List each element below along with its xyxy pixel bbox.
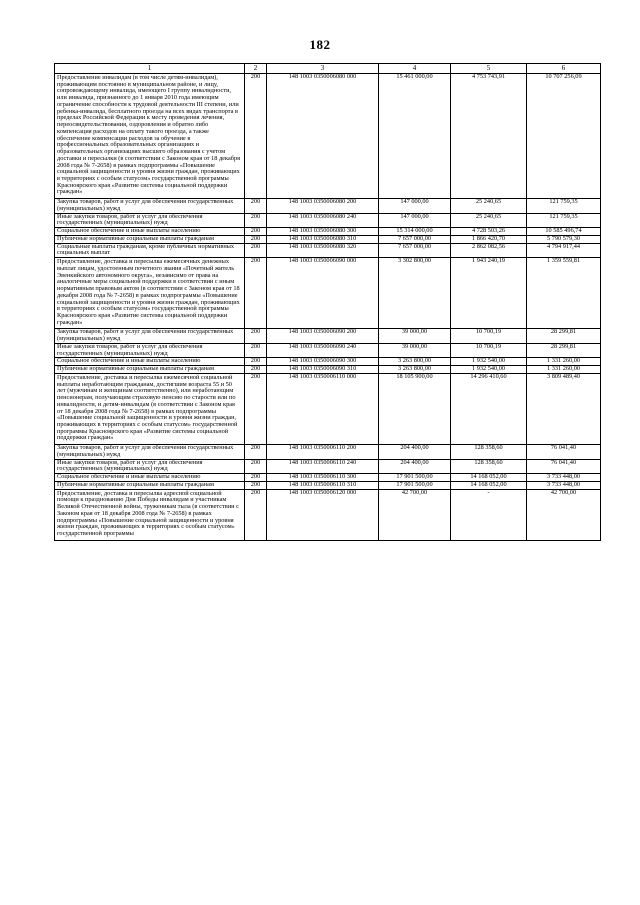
unexecuted-amount: 76 041,40: [527, 445, 601, 459]
budget-execution-table: [54, 63, 601, 541]
executed-amount: 14 168 052,00: [451, 481, 527, 489]
table-row: [55, 199, 601, 213]
line-code: 200: [245, 366, 267, 374]
executed-amount: 1 932 540,00: [451, 366, 527, 374]
table-row: [55, 258, 601, 329]
column-header-3: 3: [267, 64, 379, 74]
budget-code: 148 1003 0350006120 000: [267, 489, 379, 540]
approved-amount: 7 657 000,00: [379, 235, 451, 243]
item-name: Предоставление, доставка и пересылка ежемесячных денежных выплат лицам, удостоенным почетного звания «Почетный житель Эвенкийского автономного округа», независимо от права на аналогичные меры социальной поддержки в соответствии с иным нормативным правовым актом (в соответствии с Законом края от 18 декабря 2008 года № 7-2658) в рамках подпрограммы «Повышение социальной защищенности и уровня жизни граждан, проживающих в территориях с особым статусом» государственной программы Красноярского края «Развитие системы социальной поддержки граждан»: [55, 258, 245, 329]
column-header-4: 4: [379, 64, 451, 74]
column-header-1: 1: [55, 64, 245, 74]
line-code: 200: [245, 481, 267, 489]
budget-code: 148 1003 0350006110 000: [267, 373, 379, 444]
unexecuted-amount: 121 759,35: [527, 199, 601, 213]
unexecuted-amount: 3 733 448,00: [527, 474, 601, 482]
unexecuted-amount: 1 359 559,81: [527, 258, 601, 329]
approved-amount: 204 400,00: [379, 445, 451, 459]
executed-amount: 14 296 410,60: [451, 373, 527, 444]
line-code: 200: [245, 258, 267, 329]
table-row: [55, 459, 601, 473]
budget-code: 148 1003 0350006110 240: [267, 459, 379, 473]
approved-amount: 18 105 900,00: [379, 373, 451, 444]
approved-amount: 147 000,00: [379, 199, 451, 213]
unexecuted-amount: 76 041,40: [527, 459, 601, 473]
page-number: 182: [309, 37, 331, 52]
approved-amount: 7 657 000,00: [379, 243, 451, 257]
executed-amount: 128 358,60: [451, 459, 527, 473]
approved-amount: 17 901 500,00: [379, 474, 451, 482]
unexecuted-amount: 28 299,81: [527, 343, 601, 357]
table-row: [55, 235, 601, 243]
budget-code: 148 1003 0350006090 300: [267, 358, 379, 366]
item-name: Публичные нормативные социальные выплаты гражданам: [55, 235, 245, 243]
approved-amount: 3 263 800,00: [379, 366, 451, 374]
item-name: Иные закупки товаров, работ и услуг для обеспечения государственных (муниципальных) нужд: [55, 343, 245, 357]
column-number-row: [55, 64, 601, 74]
approved-amount: 3 263 800,00: [379, 358, 451, 366]
line-code: 200: [245, 199, 267, 213]
executed-amount: 14 168 052,00: [451, 474, 527, 482]
approved-amount: 15 461 000,00: [379, 74, 451, 199]
executed-amount: 128 358,60: [451, 445, 527, 459]
line-code: 200: [245, 74, 267, 199]
line-code: 200: [245, 235, 267, 243]
table-row: [55, 481, 601, 489]
executed-amount: 25 240,65: [451, 199, 527, 213]
item-name: Социальное обеспечение и иные выплаты населению: [55, 474, 245, 482]
budget-code: 148 1003 0350006080 200: [267, 199, 379, 213]
item-name: Предоставление, доставка и пересылка адресной социальной помощи к празднованию Дня Победы инвалидам и участникам Великой Отечественной войны, труженикам тыла (в соответствии с Законом края от 18 декабря 2008 года № 7-2658) в рамках подпрограммы «Повышение социальной защищенности и уровня жизни граждан, проживающих в территориях с особым статусом» государственной программы: [55, 489, 245, 540]
item-name: Закупка товаров, работ и услуг для обеспечения государственных (муниципальных) нужд: [55, 199, 245, 213]
approved-amount: 204 400,00: [379, 459, 451, 473]
executed-amount: 2 862 082,56: [451, 243, 527, 257]
table-row: [55, 445, 601, 459]
approved-amount: 42 700,00: [379, 489, 451, 540]
unexecuted-amount: 5 790 579,30: [527, 235, 601, 243]
approved-amount: 3 302 800,00: [379, 258, 451, 329]
item-name: Социальное обеспечение и иные выплаты населению: [55, 228, 245, 236]
approved-amount: 39 000,00: [379, 343, 451, 357]
table-row: [55, 213, 601, 227]
executed-amount: 1 943 240,19: [451, 258, 527, 329]
table-row: [55, 373, 601, 444]
line-code: 200: [245, 329, 267, 343]
approved-amount: 17 901 500,00: [379, 481, 451, 489]
table-row: [55, 243, 601, 257]
executed-amount: 1 866 420,70: [451, 235, 527, 243]
unexecuted-amount: 1 331 260,00: [527, 358, 601, 366]
unexecuted-amount: 10 707 256,09: [527, 74, 601, 199]
budget-code: 148 1003 0350006090 240: [267, 343, 379, 357]
column-header-6: 6: [527, 64, 601, 74]
unexecuted-amount: 10 585 496,74: [527, 228, 601, 236]
table-row: [55, 329, 601, 343]
line-code: 200: [245, 489, 267, 540]
unexecuted-amount: 3 809 489,40: [527, 373, 601, 444]
item-name: Публичные нормативные социальные выплаты гражданам: [55, 481, 245, 489]
executed-amount: 25 240,65: [451, 213, 527, 227]
table-row: [55, 74, 601, 199]
item-name: Иные закупки товаров, работ и услуг для обеспечения государственных (муниципальных) нужд: [55, 459, 245, 473]
budget-code: 148 1003 0350006090 310: [267, 366, 379, 374]
budget-code: 148 1003 0350006110 300: [267, 474, 379, 482]
item-name: Предоставление, доставка и пересылка ежемесячной социальной выплаты неработающим гражданам, достигшим возраста 55 и 50 лет (мужчинам и женщинам соответственно), или неработающим пенсионерам, получающим страховую пенсию по старости или по инвалидности, и детям-инвалидам (в соответствии с Законом края от 18 декабря 2008 года № 7-2658) в рамках подпрограммы «Повышение социальной защищенности и уровня жизни граждан, проживающих в территориях с особым статусом» государственной программы Красноярского края «Развитие системы социальной поддержки граждан»: [55, 373, 245, 444]
line-code: 200: [245, 228, 267, 236]
item-name: Социальное обеспечение и иные выплаты населению: [55, 358, 245, 366]
executed-amount: 10 700,19: [451, 343, 527, 357]
line-code: 200: [245, 459, 267, 473]
line-code: 200: [245, 373, 267, 444]
budget-code: 148 1003 0350006090 000: [267, 258, 379, 329]
item-name: Социальные выплаты гражданам, кроме публичных нормативных социальных выплат: [55, 243, 245, 257]
approved-amount: 39 000,00: [379, 329, 451, 343]
unexecuted-amount: 4 794 917,44: [527, 243, 601, 257]
executed-amount: 4 753 743,91: [451, 74, 527, 199]
item-name: Закупка товаров, работ и услуг для обеспечения государственных (муниципальных) нужд: [55, 329, 245, 343]
column-header-5: 5: [451, 64, 527, 74]
budget-code: 148 1003 0350006110 200: [267, 445, 379, 459]
budget-code: 148 1003 0350006080 300: [267, 228, 379, 236]
budget-code: 148 1003 0350006080 240: [267, 213, 379, 227]
budget-code: 148 1003 0350006080 320: [267, 243, 379, 257]
item-name: Предоставление инвалидам (в том числе детям-инвалидам), проживающим постоянно в муниципальном районе, и лицу, сопровождающему инвалида, имеющего I группу инвалидности, или инвалида, признанного до 1 января 2010 года имеющим ограничение способности к трудовой деятельности III степени, или ребенка-инвалида, бесплатного проезда на всех видах транспорта в пределах Российской Федерации к месту проведения лечения, переосвидетельствования, оздоровления и обратно либо компенсация расходов на оплату такого проезда, а также обеспечение компенсации расходов за обучение в профессиональных образовательных организациях и образовательных организациях высшего образования с учетом доставки и пересылки (в соответствии с Законом края от 18 декабря 2008 года № 7-2658) в рамках подпрограммы «Повышение социальной защищенности и уровня жизни граждан, проживающих в территориях с особым статусом» государственной программы Красноярского края «Развитие системы социальной поддержки граждан»: [55, 74, 245, 199]
line-code: 200: [245, 474, 267, 482]
unexecuted-amount: 3 733 448,00: [527, 481, 601, 489]
unexecuted-amount: 121 759,35: [527, 213, 601, 227]
budget-code: 148 1003 0350006090 200: [267, 329, 379, 343]
line-code: 200: [245, 445, 267, 459]
executed-amount: 10 700,19: [451, 329, 527, 343]
line-code: 200: [245, 358, 267, 366]
approved-amount: 15 314 000,00: [379, 228, 451, 236]
item-name: Иные закупки товаров, работ и услуг для обеспечения государственных (муниципальных) нужд: [55, 213, 245, 227]
executed-amount: 1 932 540,00: [451, 358, 527, 366]
unexecuted-amount: 42 700,00: [527, 489, 601, 540]
item-name: Публичные нормативные социальные выплаты гражданам: [55, 366, 245, 374]
budget-code: 148 1003 0350006080 000: [267, 74, 379, 199]
table-row: [55, 489, 601, 540]
unexecuted-amount: 28 299,81: [527, 329, 601, 343]
executed-amount: -: [451, 489, 527, 540]
unexecuted-amount: 1 331 260,00: [527, 366, 601, 374]
item-name: Закупка товаров, работ и услуг для обеспечения государственных (муниципальных) нужд: [55, 445, 245, 459]
line-code: 200: [245, 343, 267, 357]
line-code: 200: [245, 243, 267, 257]
budget-code: 148 1003 0350006110 310: [267, 481, 379, 489]
line-code: 200: [245, 213, 267, 227]
approved-amount: 147 000,00: [379, 213, 451, 227]
column-header-2: 2: [245, 64, 267, 74]
table-row: [55, 343, 601, 357]
budget-code: 148 1003 0350006080 310: [267, 235, 379, 243]
executed-amount: 4 728 503,26: [451, 228, 527, 236]
